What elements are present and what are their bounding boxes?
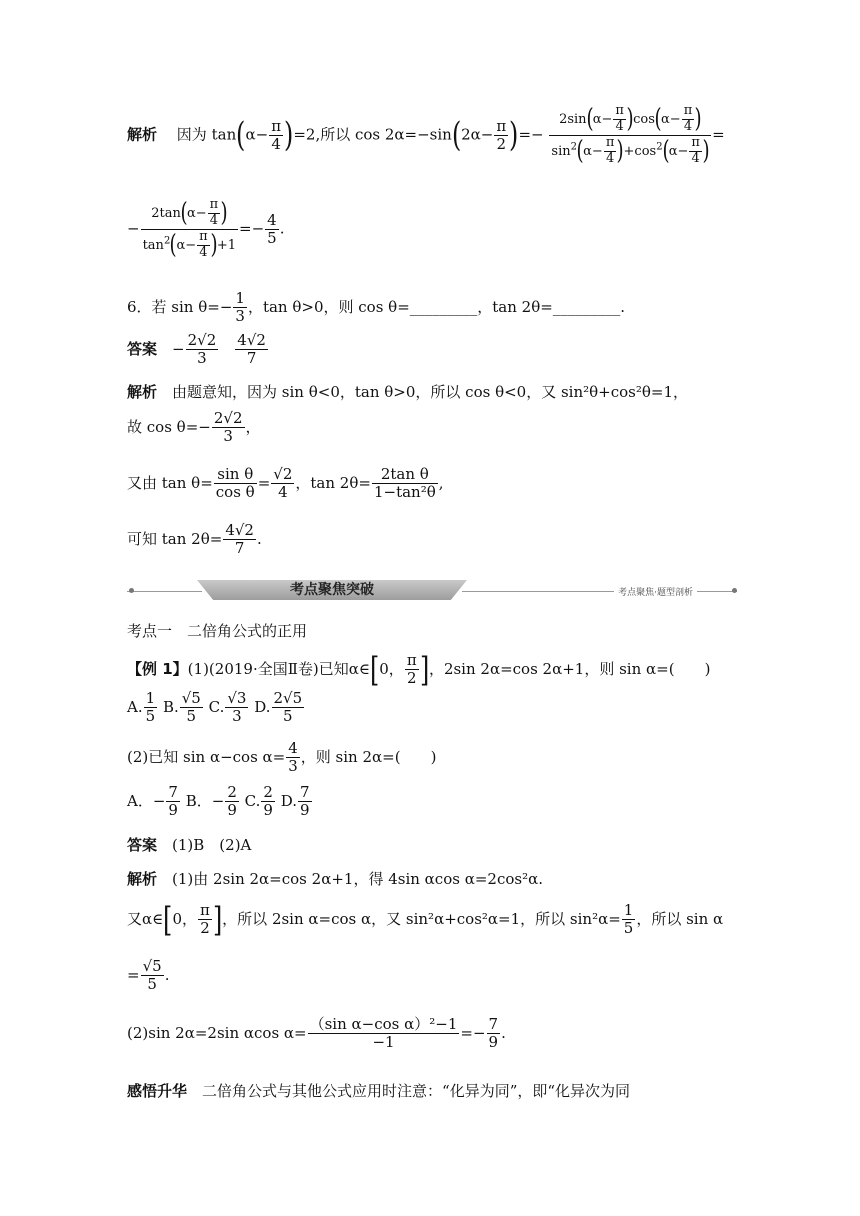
solution-1-line-4: (2)sin 2α=2sin αcos α= $\frac{\text{（sin α−cos α）²−1}}{-1}$ =− $\frac{7}{9}$ .	[127, 1015, 506, 1052]
answer-1: 答案 (1)B (2)A	[127, 836, 252, 854]
example-label: 【例 1】	[127, 659, 188, 678]
solution-6-line-3: 又由 tan θ= $\frac{\text{sin θ}}{\text{cos θ}}$ = $\frac{√2}{4}$ ，tan 2θ= $\frac{\text{2tan θ}}{\text{1−tan²θ}}$ ,	[127, 465, 444, 502]
solution-5-line-2: − 2tan(α− $\frac{\pi}{4}$ ) $\tan^2(\alpha-$ $\frac{\pi}{4}$ )+1 =− $\frac{4}{5}$ .	[127, 197, 285, 261]
example-1-options-1: A. $\frac{1}{5}$ B. $\frac{√5}{5}$ C. $\frac{√3}{3}$ D. $\frac{2√5}{5}$	[127, 689, 303, 726]
solution-1-line-3: = $\frac{√5}{5}$ .	[127, 957, 170, 994]
solution-6-line-1: 解析 由题意知，因为 sin θ<0，tan θ>0，所以 cos θ<0，又 sin²θ+cos²θ=1，	[127, 383, 689, 401]
example-1-options-2: A．− $\frac{7}{9}$ B．− $\frac{2}{9}$ C. $\frac{2}{9}$ D. $\frac{7}{9}$	[127, 783, 310, 820]
solution-5-line-1: 解析 因为 tan(α− $\frac{\pi}{4}$ )=2,所以 cos 2α=−sin(2α− $\frac{\pi}{2}$ )=− 2sin(α− $\frac{\pi}{4}$ )cos(α− $\frac{\pi}{4}$ ) $\sin^2(\alpha-$ $\frac{\pi}{4}$ )$+\cos^2(\alpha-$ $\frac{\pi}{4}$ ) =	[127, 103, 725, 167]
solution-6-line-2: 故 cos θ=− $\frac{2√2}{3}$ ，	[127, 409, 261, 446]
solution-1-line-1: 解析 (1)由 2sin 2α=cos 2α+1，得 4sin αcos α=2cos²α.	[127, 870, 543, 888]
example-1-part-2: (2)已知 sin α−cos α= $\frac{4}{3}$ ，则 sin 2α=( )	[127, 739, 437, 776]
solution-label: 解析	[127, 125, 158, 144]
section-subtitle: 考点聚焦·题型剖析	[614, 585, 697, 598]
solution-1-line-2: 又α∈[0， $\frac{\pi}{2}$ ]，所以 2sin α=cos α，又 sin²α+cos²α=1，所以 sin²α= $\frac{1}{5}$ ，所以 sin α	[127, 899, 724, 940]
answer-label: 答案	[127, 339, 158, 358]
section-title: 考点聚焦突破	[290, 582, 374, 598]
insight-label: 感悟升华	[127, 1082, 188, 1100]
tan-fraction: 2tan(α− $\frac{\pi}{4}$ ) $\tan^2(\alpha-$ $\frac{\pi}{4}$ )+1	[142, 197, 237, 261]
insight: 感悟升华 二倍角公式与其他公式应用时注意：“化异为同”，即“化异次为同	[127, 1082, 631, 1100]
solution-label: 解析	[127, 383, 158, 401]
answer-6: 答案 − $\frac{2√2}{3}$ $\frac{4√2}{7}$	[127, 331, 266, 368]
section-banner	[127, 580, 737, 602]
question-6: 6．若 sin θ=− $\frac{1}{3}$ ，tan θ>0，则 cos θ=_________，tan 2θ=_________.	[127, 289, 626, 326]
example-1-part-1: 【例 1】(1)(2019·全国Ⅱ卷)已知α∈[0， $\frac{\pi}{2}$ ]，2sin 2α=cos 2α+1，则 sin α=( )	[127, 649, 711, 690]
solution-6-line-4: 可知 tan 2θ= $\frac{4√2}{7}$ .	[127, 521, 262, 558]
answer-label: 答案	[127, 836, 158, 854]
topic-heading: 考点一 二倍角公式的正用	[127, 622, 308, 640]
solution-label: 解析	[127, 870, 158, 888]
big-fraction: 2sin(α− $\frac{\pi}{4}$ )cos(α− $\frac{\pi}{4}$ ) $\sin^2(\alpha-$ $\frac{\pi}{4}$ )$+\cos^2(\alpha-$ $\frac{\pi}{4}$ )	[551, 103, 710, 167]
